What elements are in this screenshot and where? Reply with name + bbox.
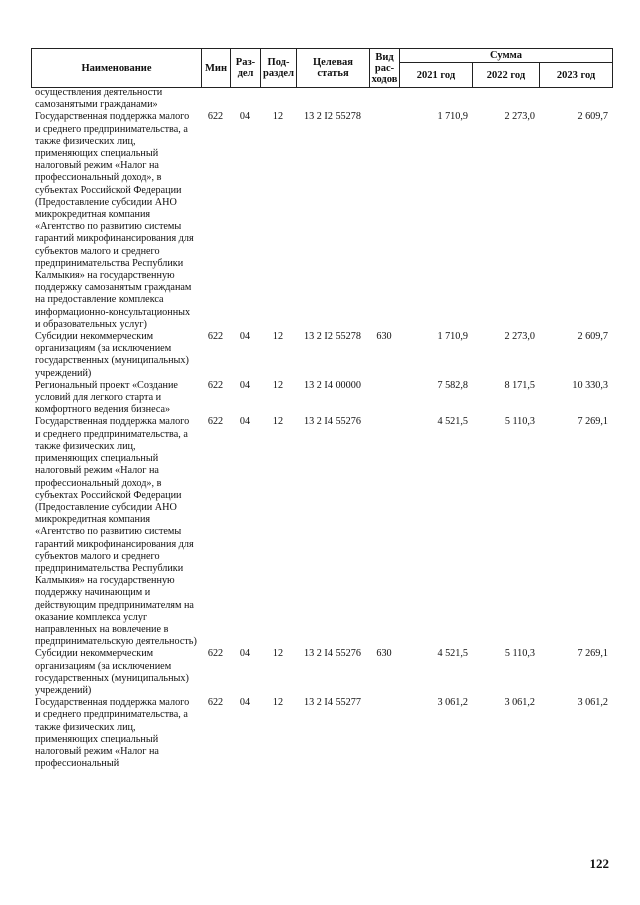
row-target: 13 2 I4 55277 [304, 697, 361, 709]
row-razdel: 04 [239, 416, 251, 428]
row-podrazdel [260, 87, 296, 111]
row-vid [369, 111, 399, 331]
row-podrazdel: 12 [272, 111, 284, 123]
row-sum-2021: 4 521,5 [437, 648, 468, 660]
row-target: 13 2 I4 55276 [304, 648, 361, 660]
row-sum-2021: 1 710,9 [437, 331, 468, 343]
row-name: Государственная поддержка малого и среднего предпринимательства, а также физических лиц, применяющих специальный налоговый режим «Налог на профессиональный доход», в субъектах Российской Федерации (Предоставление субсидии АНО микрокредитная компания «Агентство по развитию системы гарантий микрофинансирования для субъектов малого и среднего предпринимательства Республики Калмыкия» на государственную поддержку начинающим и действующим предпринимателям на оказание комплекса услуг направленных на вовлечение в предпринимательскую деятельность) [35, 416, 197, 648]
row-sum-2023 [539, 87, 612, 111]
row-vid: 630 [376, 648, 392, 660]
row-target: 13 2 I2 55278 [304, 111, 361, 123]
table-row [31, 111, 612, 331]
row-razdel: 04 [239, 111, 251, 123]
row-podrazdel: 12 [272, 648, 284, 660]
table-row [31, 697, 612, 770]
row-razdel: 04 [239, 379, 251, 391]
table-row [31, 648, 612, 697]
row-podrazdel: 12 [272, 697, 284, 709]
header-min: Мин [202, 49, 231, 88]
row-podrazdel: 12 [272, 331, 284, 343]
header-podrazdel: Под-раздел [261, 49, 297, 88]
row-vid [369, 416, 399, 648]
row-name: Субсидии некоммерческим организациям (за исключением государственных (муниципальных) учреждений) [35, 648, 189, 696]
row-sum-2023: 2 609,7 [577, 111, 608, 123]
row-sum-2023: 7 269,1 [577, 648, 608, 660]
row-min: 622 [207, 331, 224, 343]
row-razdel: 04 [239, 697, 251, 709]
row-min: 622 [207, 648, 224, 660]
row-sum-2022: 3 061,2 [504, 697, 535, 709]
row-podrazdel: 12 [272, 416, 284, 428]
header-target: Целевая статья [297, 49, 370, 88]
row-target: 13 2 I4 55276 [304, 416, 361, 428]
row-sum-2023: 2 609,7 [577, 331, 608, 343]
row-vid [369, 87, 399, 111]
row-sum-2021: 7 582,8 [437, 379, 468, 391]
row-vid [369, 380, 399, 417]
row-podrazdel: 12 [272, 379, 284, 391]
header-name: Наименование [32, 49, 202, 88]
row-min: 622 [207, 697, 224, 709]
table-row [31, 331, 612, 380]
row-sum-2023: 7 269,1 [577, 416, 608, 428]
row-sum-2022: 8 171,5 [504, 379, 535, 391]
row-min: 622 [207, 416, 224, 428]
table-header [31, 48, 613, 88]
row-vid [369, 697, 399, 770]
row-sum-2021: 4 521,5 [437, 416, 468, 428]
table-row [31, 380, 612, 417]
row-name: Региональный проект «Создание условий для легкого старта и комфортного ведения бизнеса» [35, 379, 178, 416]
row-min: 622 [207, 379, 224, 391]
header-razdel: Раз-дел [231, 49, 261, 88]
header-sum: Сумма [400, 49, 613, 63]
row-razdel: 04 [239, 331, 251, 343]
row-sum-2021: 3 061,2 [437, 697, 468, 709]
row-target: 13 2 I2 55278 [304, 331, 361, 343]
row-sum-2023: 10 330,3 [572, 379, 608, 391]
row-sum-2022: 5 110,3 [504, 416, 535, 428]
row-name: Государственная поддержка малого и среднего предпринимательства, а также физических лиц, применяющих специальный налоговый режим «Налог на профессиональный [35, 697, 190, 770]
header-2022: 2022 год [473, 63, 540, 88]
row-razdel: 04 [239, 648, 251, 660]
row-sum-2022: 2 273,0 [504, 331, 535, 343]
row-sum-2022: 5 110,3 [504, 648, 535, 660]
row-name: Субсидии некоммерческим организациям (за исключением государственных (муниципальных) учреждений) [35, 331, 189, 379]
header-2021: 2021 год [400, 63, 473, 88]
row-sum-2022 [472, 87, 539, 111]
row-min: 622 [207, 111, 224, 123]
table-row [31, 87, 612, 111]
row-sum-2021: 1 710,9 [437, 111, 468, 123]
row-sum-2021 [399, 87, 472, 111]
row-min [201, 87, 230, 111]
row-name: осуществления деятельности самозанятыми гражданами» [35, 87, 163, 111]
header-2023: 2023 год [540, 63, 613, 88]
row-sum-2023: 3 061,2 [577, 697, 608, 709]
page-number: 122 [589, 856, 609, 871]
row-vid: 630 [376, 331, 392, 343]
row-name: Государственная поддержка малого и среднего предпринимательства, а также физических лиц, применяющих специальный налоговый режим «Налог на профессиональный доход», в субъектах Российской Федерации (Предоставление субсидии АНО микрокредитная компания «Агентство по развитию системы гарантий микрофинансирования для субъектов малого и среднего предпринимательства Республики Калмыкия» на государственную поддержку самозанятым гражданам на предоставление комплекса информационно-консультационных и образовательных услуг) [35, 111, 194, 330]
row-target: 13 2 I4 00000 [304, 379, 361, 391]
header-vid: Вид рас-ходов [370, 49, 400, 88]
row-sum-2022: 2 273,0 [504, 111, 535, 123]
budget-table [31, 87, 612, 770]
table-row [31, 416, 612, 648]
row-target [296, 87, 369, 111]
row-razdel [230, 87, 260, 111]
